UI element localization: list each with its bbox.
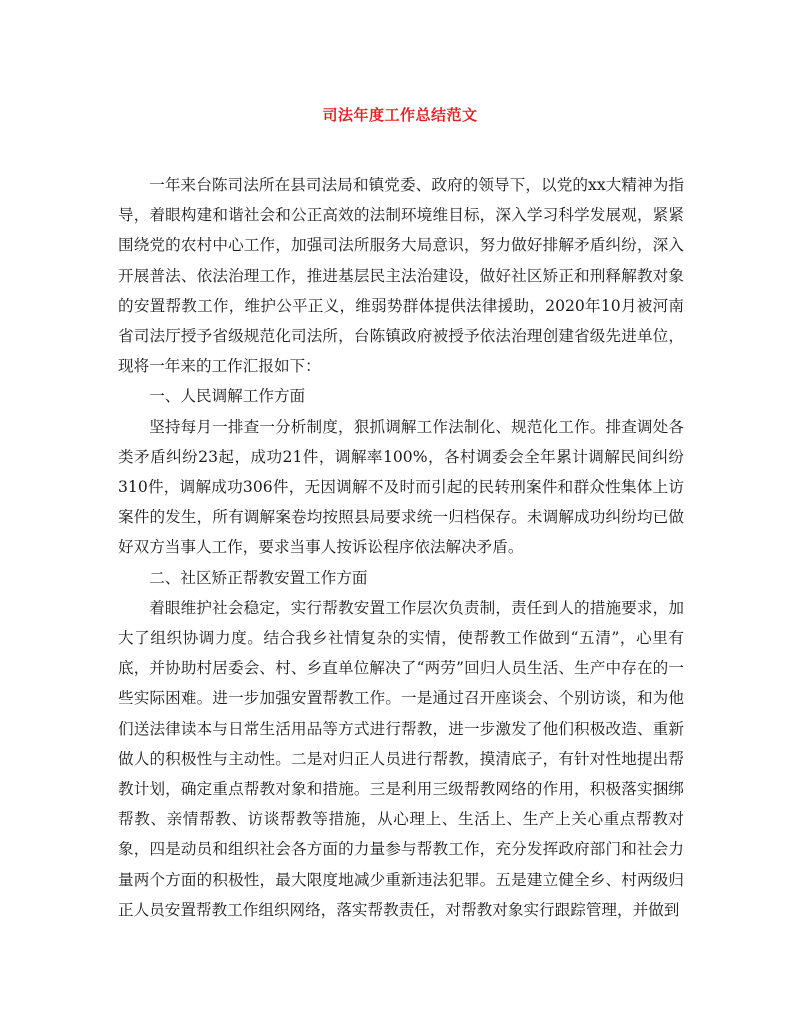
document-title: 司法年度工作总结范文 [322,106,478,124]
paragraph-intro: 一年来台陈司法所在县司法局和镇党委、政府的领导下，以党的xx大精神为指导，着眼构建和谐社会和公正高效的法制环境维目标，深入学习科学发展观，紧紧围绕党的农村中心工作，加强司法所服务大局意识，努力做好排解矛盾纠纷，深入开展普法、依法治理工作，推进基层民主法治建设，做好社区矫正和刑释解教对象的安置帮教工作，维护公平正义，维弱势群体提供法律援助，2020年10月被河南省司法厅授予省级规范化司法所，台陈镇政府被授予依法治理创建省级先进单位，现将一年来的工作汇报如下： [118,176,684,376]
section-heading-mediation: 一、人民调解工作方面 [149,387,306,406]
paragraph-correction: 着眼维护社会稳定，实行帮教安置工作层次负责制，责任到人的措施要求，加大了组织协调力度。结合我乡社情复杂的实情，使帮教工作做到“五清”，心里有底，并协助村居委会、村、乡直单位解决了“两劳”回归人员生活、生产中存在的一些实际困难。进一步加强安置帮教工作。一是通过召开座谈会、个别访谈，和为他们送法律读本与日常生活用品等方式进行帮教，进一步激发了他们积极改造、重新做人的积极性与主动性。二是对归正人员进行帮教，摸清底子，有针对性地提出帮教计划，确定重点帮教对象和措施。三是利用三级帮教网络的作用，积极落实捆绑帮教、亲情帮教、访谈帮教等措施，从心理上、生活上、生产上关心重点帮教对象，四是动员和组织社会各方面的力量参与帮教工作，充分发挥政府部门和社会力量两个方面的积极性，最大限度地减少重新违法犯罪。五是建立健全乡、村两级归正人员安置帮教工作组织网络，落实帮教责任，对帮教对象实行跟踪管理，并做到 [118,598,684,919]
paragraph-mediation: 坚持每月一排查一分析制度，狠抓调解工作法制化、规范化工作。排查调处各类矛盾纠纷23起，成功21件，调解率100%，各村调委会全年累计调解民间纠纷310件，调解成功306件，无因调解不及时而引起的民转刑案件和群众性集体上访案件的发生，所有调解案卷均按照县局要求统一归档保存。未调解成功纠纷均已做好双方当事人工作，要求当事人按诉讼程序依法解决矛盾。 [118,417,684,557]
document-body [118,170,684,925]
section-heading-correction: 二、社区矫正帮教安置工作方面 [149,568,368,587]
